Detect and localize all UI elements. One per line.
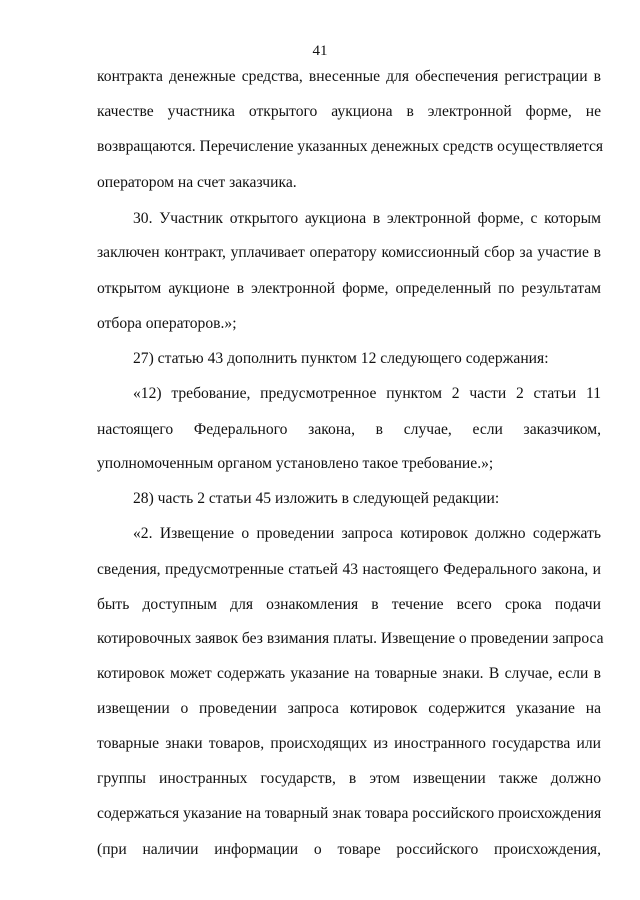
text-line: «2. Извещение о проведении запроса котировок должно содержать <box>133 525 601 542</box>
text-line: (при наличии информации о товаре российского происхождения, <box>97 841 601 858</box>
text-line: настоящего Федерального закона, в случае, если заказчиком, <box>97 421 601 438</box>
text-line: качестве участника открытого аукциона в электронной форме, не <box>97 103 601 120</box>
text-line: сведения, предусмотренные статьей 43 настоящего Федерального закона, и <box>97 561 601 578</box>
text-line: извещении о проведении запроса котировок содержится указание на <box>97 700 601 717</box>
text-line: уполномоченным органом установлено такое требование.»; <box>97 455 494 472</box>
text-line: котировочных заявок без взимания платы. Извещение о проведении запроса <box>97 630 604 647</box>
text-line: котировок может содержать указание на товарные знаки. В случае, если в <box>97 665 601 682</box>
text-line: «12) требование, предусмотренное пунктом 2 части 2 статьи 11 <box>133 385 601 402</box>
text-line: товарные знаки товаров, происходящих из иностранного государства или <box>97 735 601 752</box>
text-line: заключен контракт, уплачивает оператору комиссионный сбор за участие в <box>97 244 601 261</box>
text-line: отбора операторов.»; <box>97 315 237 332</box>
text-line: оператором на счет заказчика. <box>97 174 297 191</box>
page-number: 41 <box>312 43 328 59</box>
text-line: открытом аукционе в электронной форме, определенный по результатам <box>97 280 601 297</box>
text-line: группы иностранных государств, в этом извещении также должно <box>97 770 601 787</box>
text-line: быть доступным для ознакомления в течение всего срока подачи <box>97 596 601 613</box>
text-line: 28) часть 2 статьи 45 изложить в следующей редакции: <box>133 490 500 507</box>
text-line: содержаться указание на товарный знак товара российского происхождения <box>97 805 602 822</box>
text-line: 30. Участник открытого аукциона в электронной форме, с которым <box>133 210 601 227</box>
text-line: контракта денежные средства, внесенные для обеспечения регистрации в <box>97 68 601 85</box>
text-line: возвращаются. Перечисление указанных денежных средств осуществляется <box>97 138 604 155</box>
text-line: 27) статью 43 дополнить пунктом 12 следующего содержания: <box>133 350 549 367</box>
